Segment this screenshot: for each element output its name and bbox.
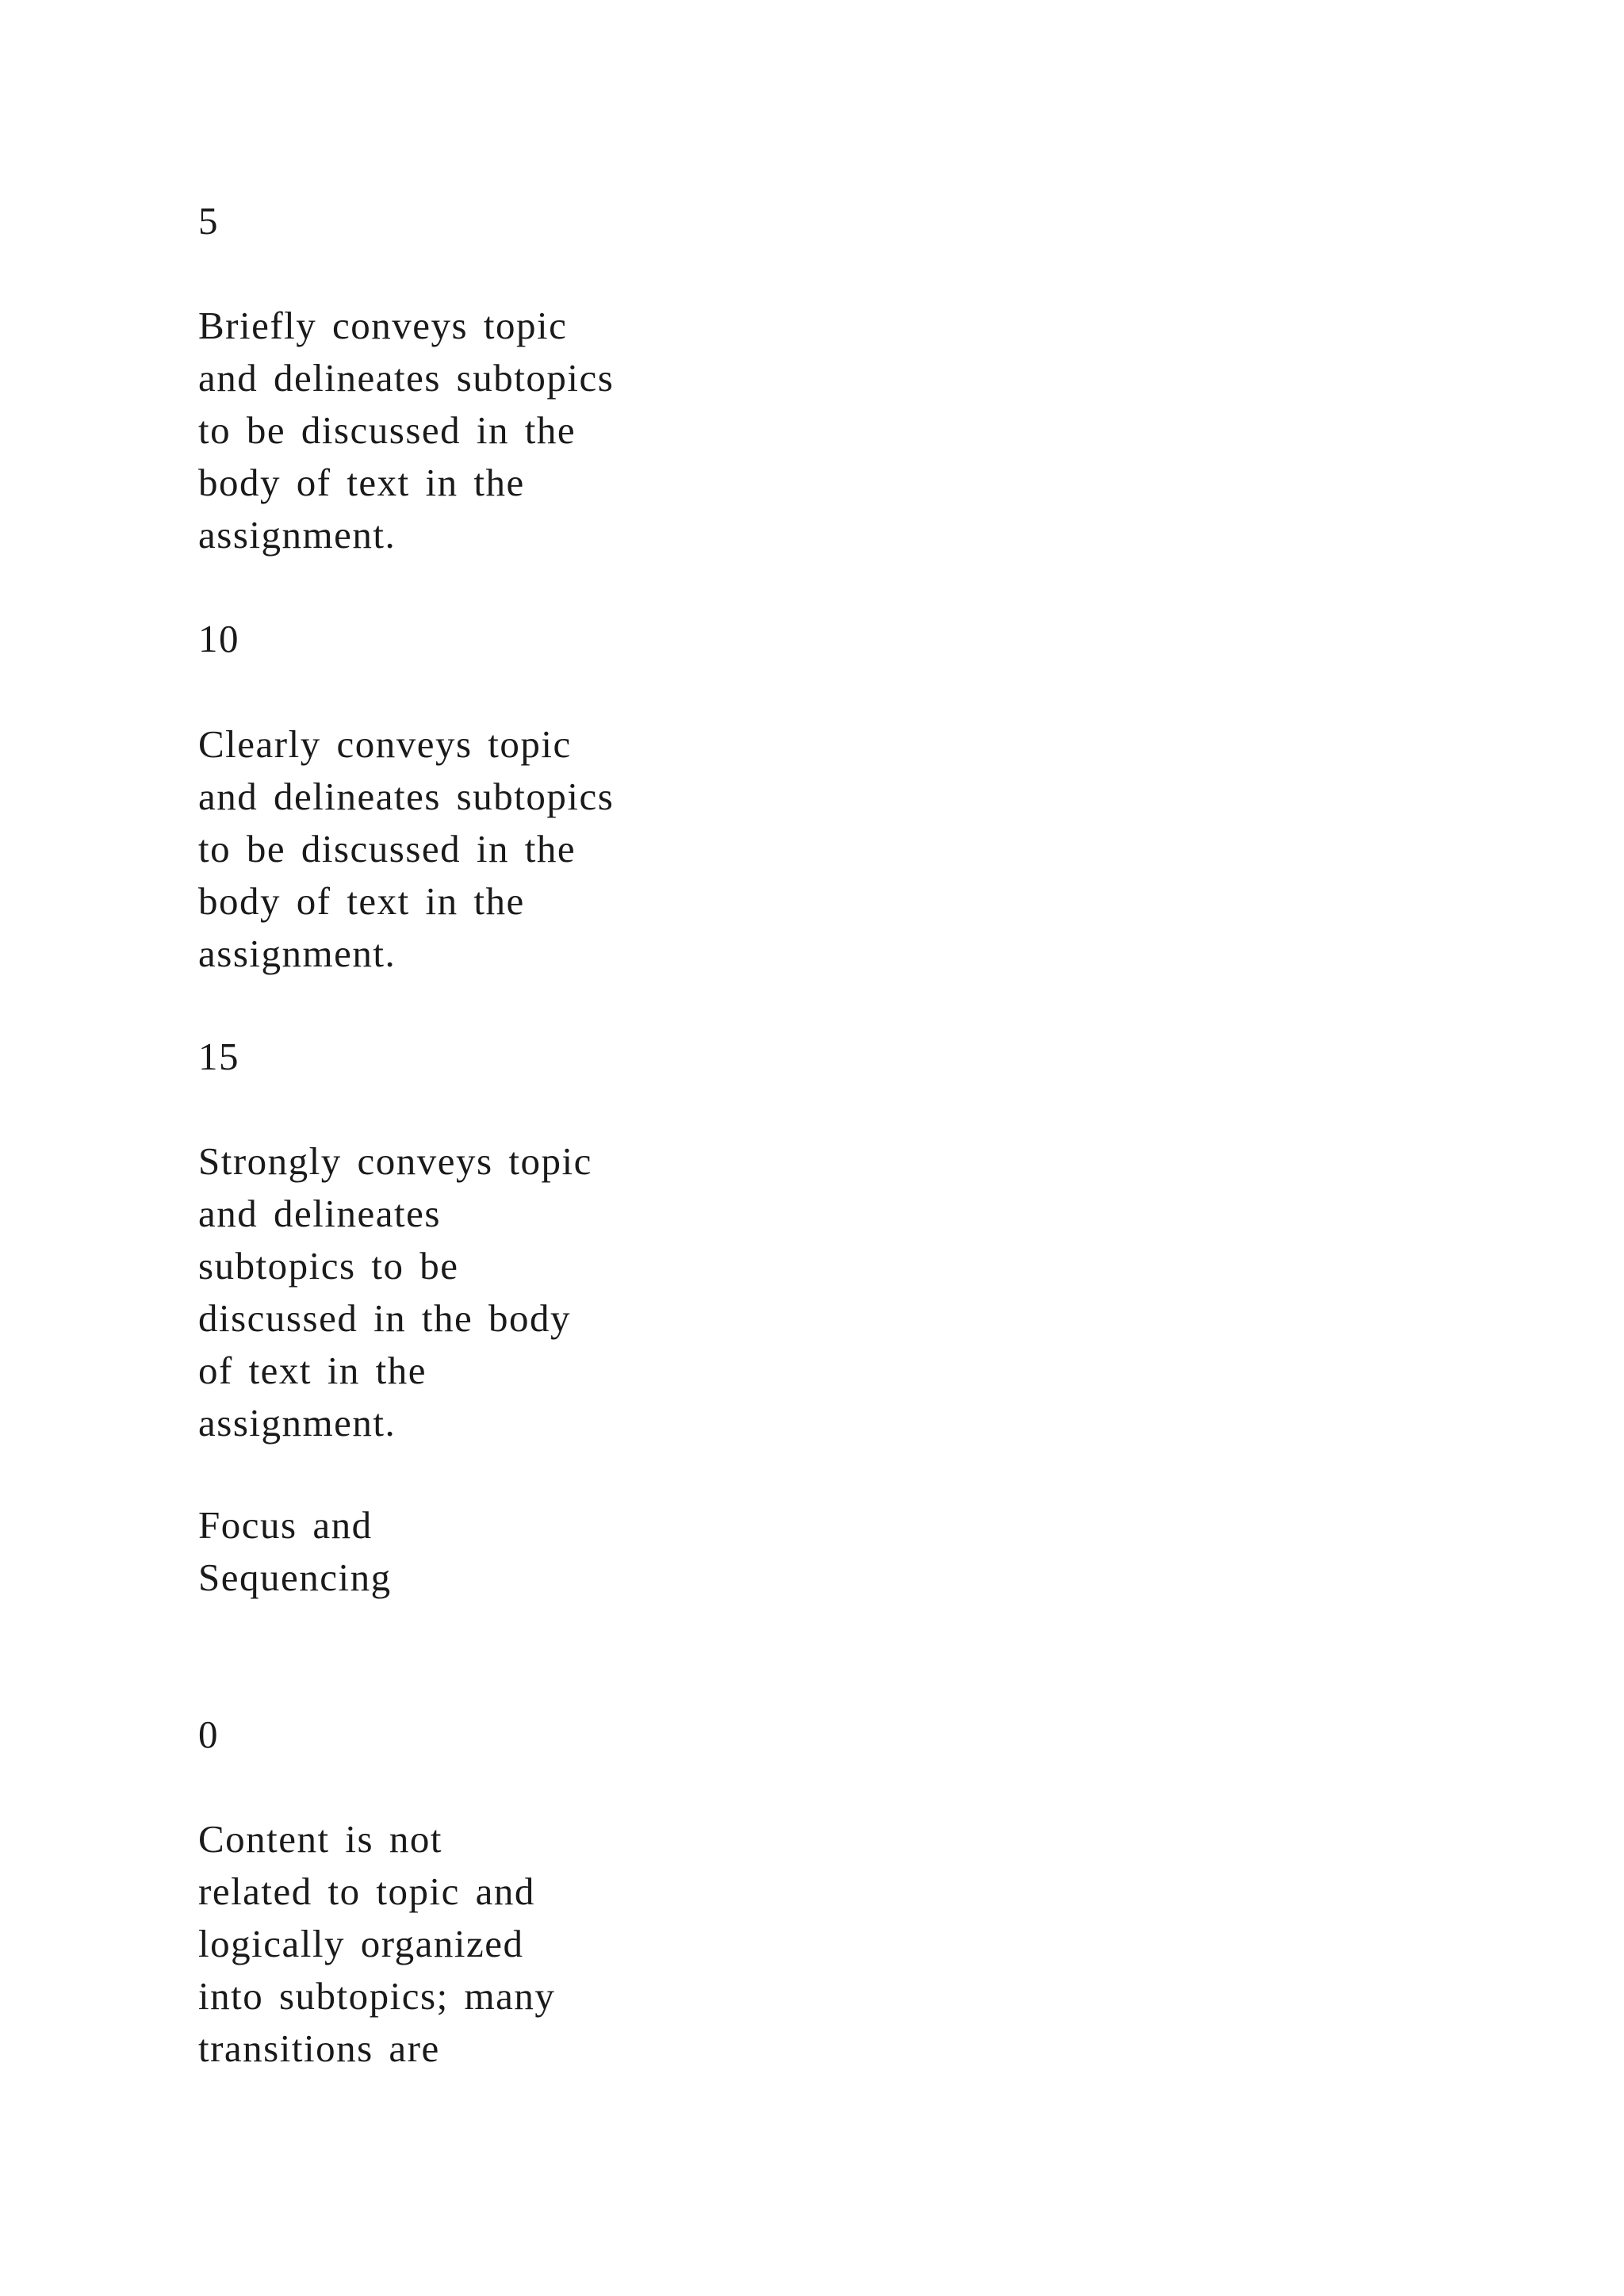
criterion-focus-and-sequencing: Focus and Sequencing: [198, 1503, 392, 1599]
description-score-15: Strongly conveys topic and delineates subtopics to be discussed in the body of text in the assignment.: [198, 1139, 592, 1445]
description-score-0: Content is not related to topic and logically organized into subtopics; many transitions are: [198, 1817, 556, 2070]
description-score-10: Clearly conveys topic and delineates subtopics to be discussed in the body of text in the assignment.: [198, 722, 615, 975]
description-score-5: Briefly conveys topic and delineates subtopics to be discussed in the body of text in the assignment.: [198, 304, 615, 557]
score-0: 0: [198, 1712, 219, 1756]
score-10: 10: [198, 617, 239, 660]
score-15: 15: [198, 1035, 239, 1078]
score-5: 5: [198, 199, 219, 243]
